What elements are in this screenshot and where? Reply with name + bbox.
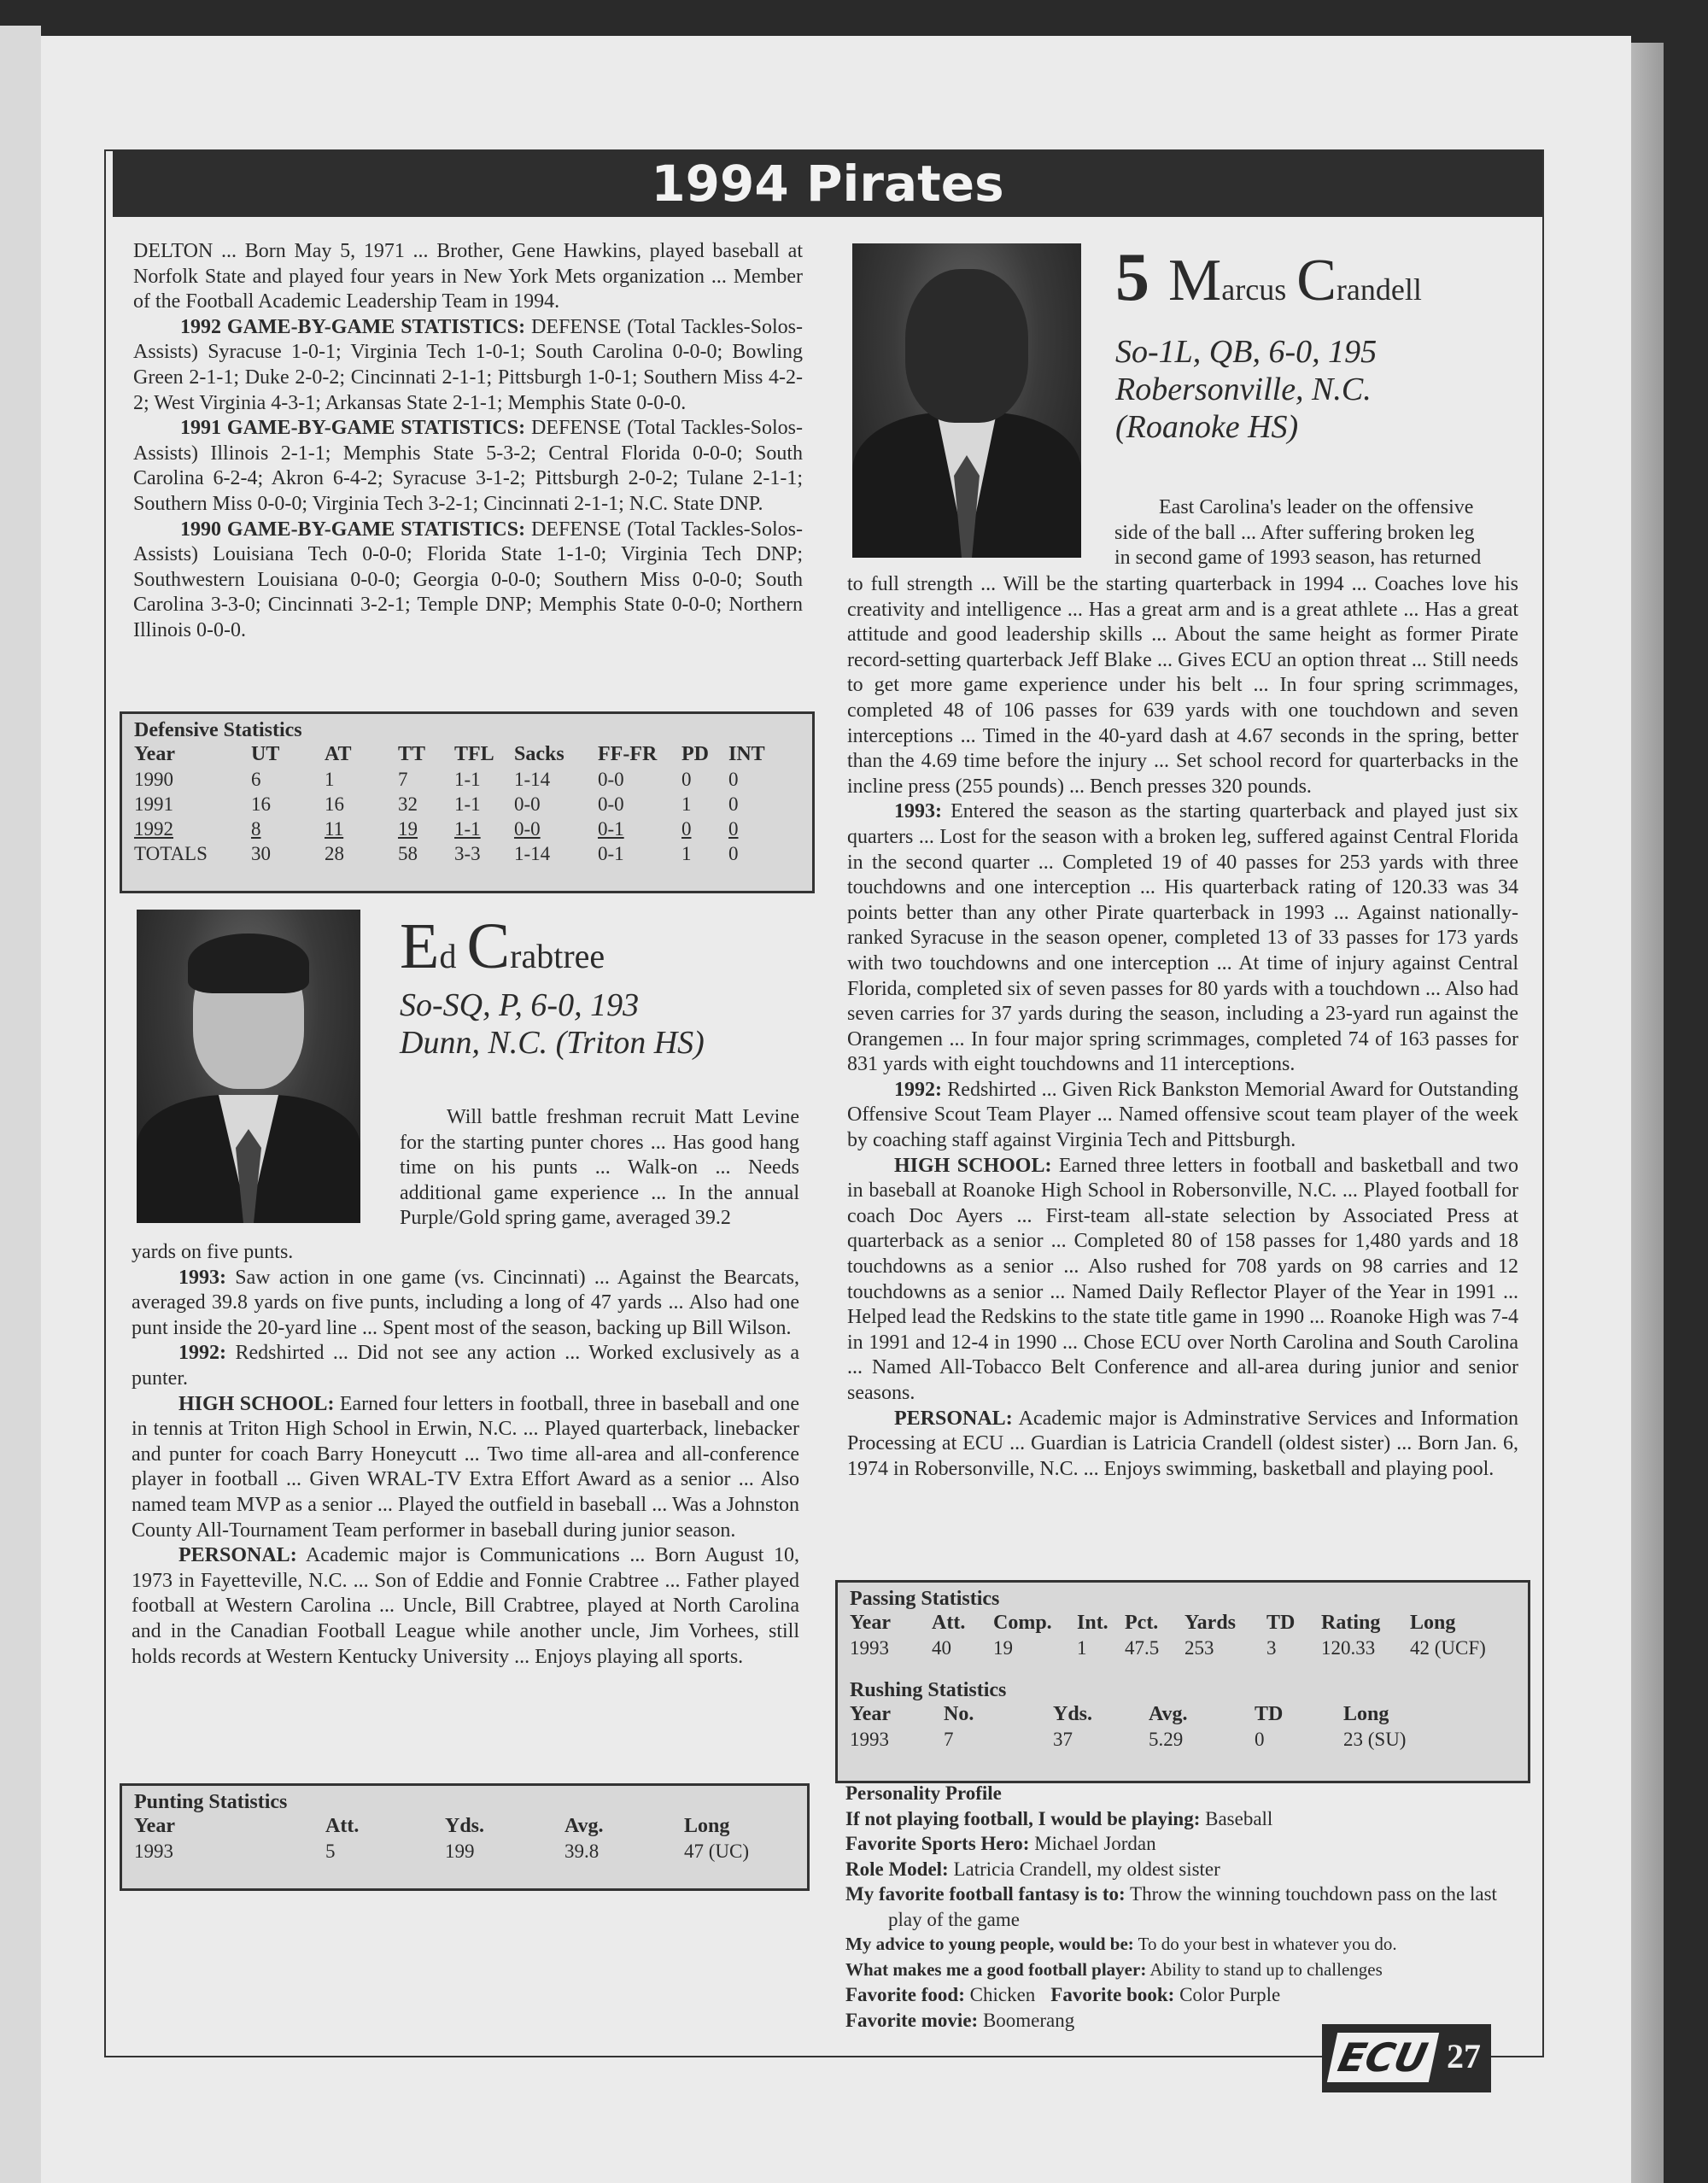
column-header: Year [134,1815,175,1837]
ecu-page-badge [1322,2024,1491,2092]
defensive-stats-caption: Defensive Statistics [134,719,302,741]
profile-item: Favorite movie: Boomerang [845,2009,1075,2031]
passing-rushing-stats-box [835,1580,1530,1783]
rushing-stats-caption: Rushing Statistics [850,1679,1007,1701]
table-cell: 1990 [134,769,173,790]
table-cell: 6 [251,769,261,790]
jersey-number: 5 [1115,240,1149,315]
column-header: UT [251,743,280,765]
column-header: Rating [1321,1612,1381,1634]
table-cell: 1993 [850,1729,889,1750]
table-cell: 47 (UC) [684,1841,750,1862]
profile-item: Favorite food: Chicken Favorite book: Color Purple [845,1984,1281,2005]
column-header: Avg. [564,1815,604,1837]
table-cell: 0-1 [598,843,624,864]
crabtree-para: HIGH SCHOOL: Earned four letters in football, three in baseball and one in tennis at Triton High School in Erwin, N.C. ... Played quarterback, linebacker and punter for coach Barry Honeycutt ... Two time all-area and all-conference player in football ... Given WRAL-TV Extra Effort Award as a senior ... Also named team MVP as a senior ... Played the outfield in baseball ... Was a Johnston County All-Tournament Team performer in baseball during junior season. [132,1392,799,1542]
table-cell: 0-1 [598,818,624,840]
marcus-crandell-photo [852,243,1081,558]
ed-crabtree-vitals [400,986,793,1062]
table-cell: 30 [251,843,271,864]
table-cell: 1992 [134,818,173,840]
column-header: TD [1266,1612,1296,1634]
defensive-stats-box [120,711,815,893]
table-cell: 1993 [850,1637,889,1659]
table-cell: 23 (SU) [1343,1729,1407,1750]
table-cell: 42 (UCF) [1410,1637,1486,1659]
table-cell: 1 [681,843,692,864]
table-header-row [134,1814,795,1839]
column-header: TFL [454,743,494,765]
delton-bio [133,239,803,644]
table-cell: 7 [398,769,408,790]
table-cell: 0 [1255,1729,1265,1750]
facing-page-edge [0,26,41,2183]
table-row [134,841,780,866]
table-cell: 0 [728,793,739,815]
column-header: Att. [325,1815,360,1837]
defensive-stats-table [134,742,780,866]
table-cell: 47.5 [1125,1637,1160,1659]
ed-crabtree-name: Ed Crabtree [400,910,605,982]
table-cell: 0-0 [514,818,541,840]
table-cell: 0-0 [598,793,624,815]
marcus-crandell-bio: to full strength ... Will be the starting quarterback in 1994 ... Coaches love his creativity and intelligence ... Has a great arm and is a great athlete ... Has a great attitude and good leadership skills ... About the same height as former Pirate record-setting quarterback Jeff Blake ... Gives ECU an option threat ... Still needs to get more game experience under his belt ... In four spring scrimmages, completed 48 of 106 passes for 639 yards with one touchdown and seven interceptions ... Timed in the 40-yard dash at 4.67 seconds in the spring, better than the 4.69 time before the injury ... Set school record for quarterbacks in the incline press (255 pounds) ... Bench presses 320 pounds. 1993: Entered the season as the starting quarterback and played just six quarters ... Lost for the season with a broken leg, suffered against Central Florida in the second quarter ... Completed 19 of 40 passes for 253 yards with three touchdowns and one interception ... His quarterback rating of 120.33 was 34 points better than any other Pirate quarterback in 1993 ... Against nationally-ranked Syracuse in the season opener, completed 13 of 33 passes for 173 yards with two touchdowns and one interception ... At time of injury against Central Florida, completed six of seven passes for 80 yards with a touchdown ... Also had seven carries for 37 yards during the season, including a 23-yard run against the Orangemen ... In four major spring scrimmages, completed 74 of 163 passes for 831 yards with eight touchdowns and 11 interceptions. 1992: Redshirted ... Given Rick Bankston Memorial Award for Outstanding Offensive Scout Team Player ... Named offensive scout team player of the week by coaching staff against Virginia Tech and Pittsburgh. HIGH SCHOOL: Earned three letters in football and basketball and two in baseball at Roanoke High School in Robersonville, N.C. ... Played football for coach Doc Ayers ... First-team all-state selection by Associated Press at quarterback as a senior ... Completed 80 of 158 passes for 1,480 yards and 18 touchdowns as a senior ... Also rushed for 708 yards on 98 carries and 12 touchdowns as a senior ... Named Daily Reflector Player of the Year in 1991 ... Helped lead the Redskins to the state title game in 1990 ... Roanoke High was 7-4 in 1991 and 12-4 in 1990 ... Chose ECU over North Carolina and South Carolina ... Named All-Tobacco Belt Conference and all-area during junior and senior seasons. PERSONAL: Academic major is Adminstrative Services and Information Processing at ECU ... Guardian is Latricia Crandell (oldest sister) ... Born Jan. 6, 1974 in Robersonville, N.C. ... Enjoys swimming, basketball and playing pool. [847,572,1518,1482]
table-header-row [850,1702,1446,1727]
profile-item: What makes me a good football player: Ability to stand up to challenges [845,1958,1383,1980]
table-cell: 0 [728,843,739,864]
column-header: TD [1255,1703,1284,1725]
table-cell: 199 [445,1841,475,1862]
punting-stats-table [134,1814,795,1864]
table-row [134,767,780,792]
punting-stats-box [120,1783,810,1891]
column-header: Year [850,1612,891,1634]
column-header: Att. [932,1612,966,1634]
column-header: Long [684,1815,730,1837]
marcus-crandell-hometown: Robersonville, N.C. [1115,372,1372,407]
profile-item: Favorite Sports Hero: Michael Jordan [845,1833,1156,1854]
table-row [134,1839,795,1864]
marcus-crandell-position: So-1L, QB, 6-0, 195 [1115,334,1378,370]
table-cell: 1-1 [454,818,481,840]
delton-para: 1992 GAME-BY-GAME STATISTICS: DEFENSE (Total Tackles-Solos-Assists) Syracuse 1-0-1; Virginia Tech 1-0-1; South Carolina 0-0-0; Bowling Green 2-1-1; Duke 2-0-2; Cincinnati 2-1-1; Pittsburgh 1-0-1; Southern Miss 4-2-2; West Virginia 4-3-1; Arkansas State 2-1-1; Memphis State 0-0-0. [133,315,803,414]
table-cell: 1-1 [454,793,481,815]
table-header-row [134,742,780,767]
table-cell: 32 [398,793,418,815]
page-banner: 1994 Pirates [113,150,1542,217]
table-cell: 19 [993,1637,1013,1659]
table-cell: 0-0 [514,793,541,815]
table-cell: 120.33 [1321,1637,1376,1659]
table-cell: 253 [1184,1637,1214,1659]
table-cell: 1991 [134,793,173,815]
table-cell: TOTALS [134,843,208,864]
ecu-logo: ECU [1327,2033,1439,2082]
delton-para: 1990 GAME-BY-GAME STATISTICS: DEFENSE (Total Tackles-Solos-Assists) Louisiana Tech 0-0-0; Florida State 1-1-0; Virginia Tech DNP; Southwestern Louisiana 0-0-0; Georgia 0-0-0; Southern Miss 0-0-0; South Carolina 3-3-0; Cincinnati 3-2-1; Temple DNP; Memphis State 0-0-0; Northern Illinois 0-0-0. [133,518,803,641]
table-cell: 1-14 [514,843,551,864]
crabtree-para: PERSONAL: Academic major is Communications ... Born August 10, 1973 in Fayetteville, N.C. ... Son of Eddie and Fonnie Crabtree ... Father played football at Western Carolina ... Uncle, Bill Crabtree, played at North Carolina and in the Canadian Football League while another uncle, Jim Vorhees, still holds records at Western Kentucky University ... Enjoys playing all sports. [132,1544,799,1668]
column-header: Yds. [445,1815,485,1837]
page-number: 27 [1447,2037,1481,2075]
column-header: PD [681,743,709,765]
table-row [134,816,780,841]
table-cell: 39.8 [564,1841,600,1862]
delton-para: DELTON ... Born May 5, 1971 ... Brother, Gene Hawkins, played baseball at Norfolk State and played four years in New York Mets organization ... Member of the Football Academic Leadership Team in 1994. [133,240,803,313]
table-header-row [850,1611,1504,1636]
column-header: Avg. [1149,1703,1188,1725]
profile-item: My favorite football fantasy is to: Throw the winning touchdown pass on the last play of the game [845,1883,1497,1930]
marcus-crandell-school: (Roanoke HS) [1115,409,1299,445]
marcus-crandell-name: 5 Marcus Crandell [1115,240,1422,315]
table-cell: 16 [251,793,271,815]
crandell-para: PERSONAL: Academic major is Adminstrative Services and Information Processing at ECU ... Guardian is Latricia Crandell (oldest sister) ... Born Jan. 6, 1974 in Robersonville, N.C. ... Enjoys swimming, basketball and playing pool. [847,1407,1518,1480]
column-header: Year [134,743,175,765]
table-cell: 1-14 [514,769,551,790]
column-header: Year [850,1703,891,1725]
profile-item: Role Model: Latricia Crandell, my oldest sister [845,1858,1220,1880]
column-header: Long [1343,1703,1389,1725]
crandell-para: 1993: Entered the season as the starting quarterback and played just six quarters ... Lost for the season with a broken leg, suffered against Central Florida in the second quarter ... Completed 19 of 40 passes for 253 yards with three touchdowns and one interception ... His quarterback rating of 120.33 was 34 points better than any other Pirate quarterback in 1993 ... Against nationally-ranked Syracuse in the season opener, completed 13 of 33 passes for 173 yards with two touchdowns and one interception ... At time of injury against Central Florida, completed six of seven passes for 80 yards with a touchdown ... Also had seven carries for 37 yards during the season, including a 23-yard run against the Orangemen ... In four major spring scrimmages, completed 74 of 163 passes for 831 yards with eight touchdowns and 11 interceptions. [847,800,1518,1076]
column-header: AT [325,743,352,765]
column-header: Comp. [993,1612,1052,1634]
personality-profile [845,1781,1529,2033]
passing-stats-caption: Passing Statistics [850,1588,1000,1610]
punting-stats-caption: Punting Statistics [134,1791,288,1813]
column-header: Yds. [1053,1703,1093,1725]
column-header: No. [944,1703,974,1725]
profile-item: If not playing football, I would be playing: Baseball [845,1807,1273,1829]
column-header: Pct. [1125,1612,1159,1634]
marcus-crandell-intro: East Carolina's leader on the offensive side of the ball ... After suffering broken leg in second game of 1993 season, has returned [1114,496,1482,570]
ed-crabtree-bio: yards on five punts. 1993: Saw action in one game (vs. Cincinnati) ... Against the Bearcats, averaged 39.8 yards on five punts, including a long of 47 yards ... Also had one punt inside the 20-yard line ... Spent most of the season, backing up Bill Wilson. 1992: Redshirted ... Did not see any action ... Worked exclusively as a punter. HIGH SCHOOL: Earned four letters in football, three in baseball and one in tennis at Triton High School in Erwin, N.C. ... Played quarterback, linebacker and punter for coach Barry Honeycutt ... Two time all-area and all-conference player in football ... Given WRAL-TV Extra Effort Award as a senior ... Also named team MVP as a senior ... Played the outfield in baseball ... Was a Johnston County All-Tournament Team performer in baseball during junior season. PERSONAL: Academic major is Communications ... Born August 10, 1973 in Fayetteville, N.C. ... Son of Eddie and Fonnie Crabtree ... Father played football at Western Carolina ... Uncle, Bill Crabtree, played at North Carolina and in the Canadian Football League while another uncle, Jim Vorhees, still holds records at Western Kentucky University ... Enjoys playing all sports. [132,1240,799,1670]
table-cell: 58 [398,843,418,864]
table-cell: 0-0 [598,769,624,790]
column-header: Yards [1184,1612,1237,1634]
table-cell: 0 [681,769,692,790]
marcus-crandell-vitals [1115,333,1525,446]
table-cell: 0 [681,818,692,840]
table-cell: 19 [398,818,418,840]
column-header: FF-FR [598,743,658,765]
table-row [850,1636,1504,1660]
crabtree-para: 1993: Saw action in one game (vs. Cincinnati) ... Against the Bearcats, averaged 39.8 yards on five punts, including a long of 47 yards ... Also had one punt inside the 20-yard line ... Spent most of the season, backing up Bill Wilson. [132,1266,799,1339]
table-cell: 0 [728,818,739,840]
column-header: Int. [1077,1612,1108,1634]
table-cell: 1 [325,769,335,790]
table-cell: 1 [1077,1637,1087,1659]
rushing-stats-table [850,1702,1446,1752]
table-row [850,1727,1446,1752]
ed-crabtree-photo [137,910,360,1223]
table-cell: 3-3 [454,843,481,864]
table-cell: 5 [325,1841,336,1862]
column-header: Long [1410,1612,1456,1634]
table-cell: 37 [1053,1729,1073,1750]
table-row [134,792,780,816]
table-cell: 1 [681,793,692,815]
ed-crabtree-intro: Will battle freshman recruit Matt Levine for the starting punter chores ... Has good hang time on his punts ... Walk-on ... Needs additional game experience ... In the annual Purple/Gold spring game, averaged 39.2 [400,1106,799,1230]
table-cell: 28 [325,843,344,864]
delton-para: 1991 GAME-BY-GAME STATISTICS: DEFENSE (Total Tackles-Solos-Assists) Illinois 2-1-1; Memphis State 5-3-2; Central Florida 0-0-0; South Carolina 6-2-4; Akron 6-4-2; Syracuse 3-1-2; Pittsburgh 2-0-2; Tulane 2-1-1; Southern Miss 0-0-0; Virginia Tech 3-2-1; Cincinnati 2-1-1; N.C. State DNP. [133,417,803,515]
passing-stats-table [850,1611,1504,1660]
table-cell: 5.29 [1149,1729,1184,1750]
table-cell: 8 [251,818,261,840]
table-cell: 7 [944,1729,954,1750]
profile-item: My advice to young people, would be: To do your best in whatever you do. [845,1934,1397,1954]
column-header: Sacks [514,743,564,765]
ed-crabtree-hometown: Dunn, N.C. (Triton HS) [400,1025,705,1061]
table-cell: 0 [728,769,739,790]
table-cell: 11 [325,818,344,840]
column-header: TT [398,743,426,765]
table-cell: 1-1 [454,769,481,790]
table-cell: 40 [932,1637,951,1659]
column-header: INT [728,743,765,765]
profile-title: Personality Profile [845,1782,1002,1804]
crandell-para: 1992: Redshirted ... Given Rick Bankston Memorial Award for Outstanding Offensive Scout Team Player ... Named offensive scout team player of the week by coaching staff against Virginia Tech and Pittsburgh. [847,1078,1518,1152]
table-cell: 16 [325,793,344,815]
table-cell: 3 [1266,1637,1277,1659]
table-cell: 1993 [134,1841,173,1862]
ed-crabtree-position: So-SQ, P, 6-0, 193 [400,987,640,1023]
crandell-para: HIGH SCHOOL: Earned three letters in football and basketball and two in baseball at Roanoke High School in Robersonville, N.C. ... Played football for coach Doc Ayers ... First-team all-state selection by Associated Press at quarterback as a senior ... Completed 80 of 158 passes for 1,480 yards and 18 touchdowns as a senior ... Also rushed for 708 yards on 98 carries and 12 touchdowns as a senior ... Named Daily Reflector Player of the Year in 1991 ... Helped lead the Redskins to the state title game in 1990 ... Roanoke High was 7-4 in 1991 and 12-4 in 1990 ... Chose ECU over North Carolina and South Carolina ... Named All-Tobacco Belt Conference and all-area during junior and senior seasons. [847,1154,1519,1404]
crabtree-para: 1992: Redshirted ... Did not see any action ... Worked exclusively as a punter. [132,1342,799,1390]
